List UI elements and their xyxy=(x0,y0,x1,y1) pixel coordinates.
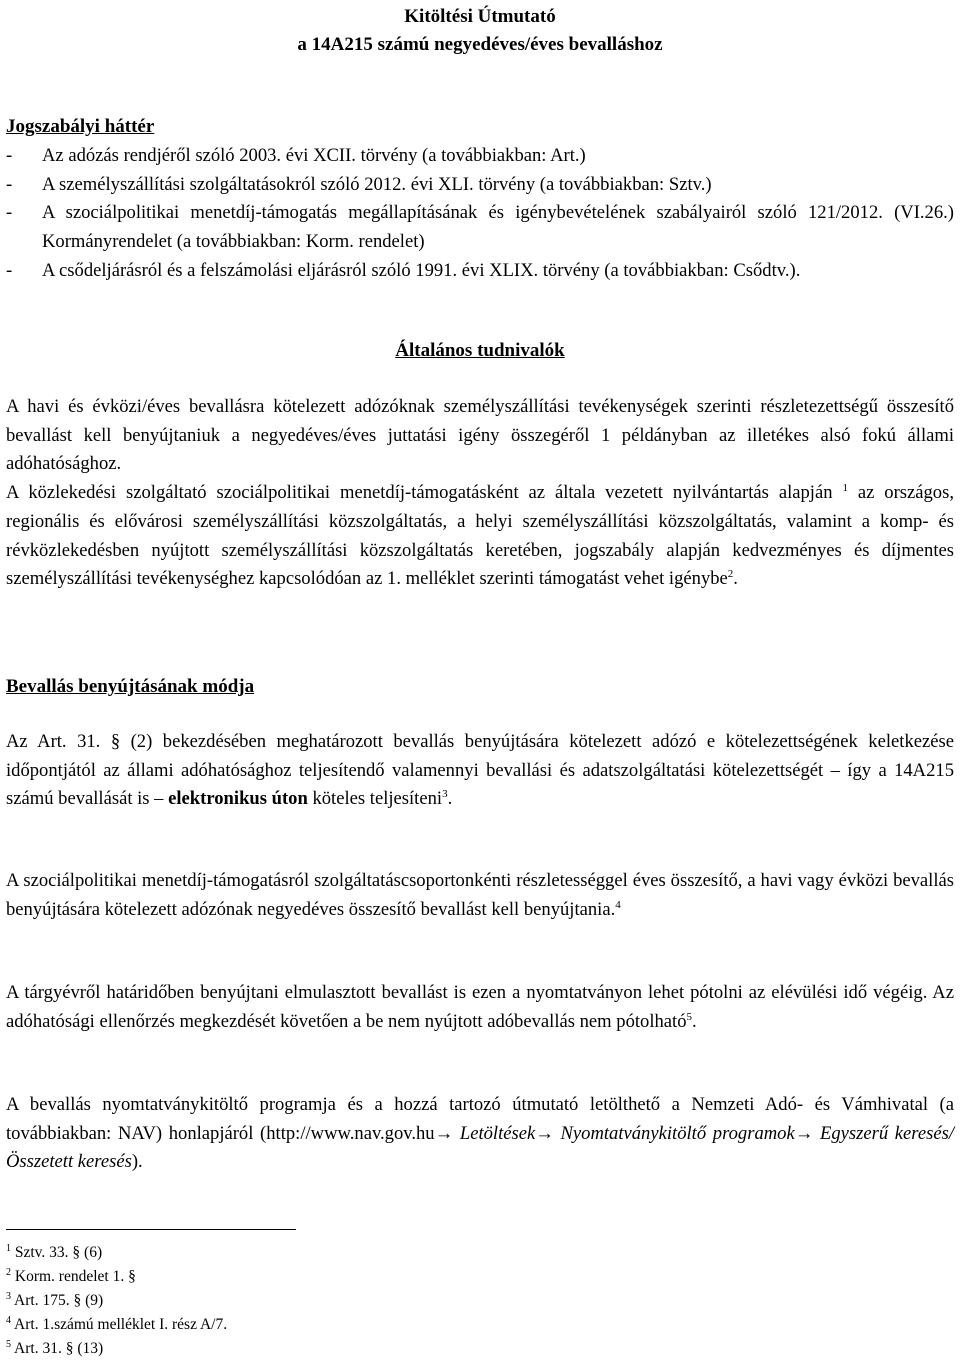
nav-path-downloads: Letöltések xyxy=(453,1122,536,1144)
footnote-ref: 5 xyxy=(686,1010,693,1023)
legal-background-list xyxy=(6,142,954,286)
submission-paragraph-3: A tárgyévről határidőben benyújtani elmulasztott bevallást is ezen a nyomtatványon lehet pótolni az elévülési idő végéig. Az adóhatósági ellenőrzés megkezdését követően a be nem nyújtott adóbevallás nem pótolható$^5$. xyxy=(6,982,954,1032)
list-item: - Az adózás rendjéről szóló 2003. évi XCII. törvény (a továbbiakban: Art.) xyxy=(6,145,586,166)
list-item: - A szociálpolitikai menetdíj-támogatás megállapításának és igénybevételének szabályairól szóló 121/2012. (VI.26.) Kormányrendelet (a továbbiakban: Korm. rendelet) xyxy=(6,202,954,253)
list-item: - A csődeljárásról és a felszámolási eljárásról szóló 1991. évi XLIX. törvény (a továbbiakban: Csődtv.). xyxy=(6,259,801,281)
footnote-divider xyxy=(6,1229,296,1230)
general-info-section xyxy=(6,393,954,594)
emphasis-text: elektronikus úton xyxy=(168,788,308,810)
footnotes xyxy=(6,1241,227,1361)
nav-path-search: Egyszerű keresés/Összetett keresés xyxy=(6,1122,954,1173)
legal-background-heading: Jogszabályi háttér xyxy=(6,116,155,137)
footnote-ref: 4 xyxy=(615,898,621,911)
general-paragraph-2: A közlekedési szolgáltató szociálpolitikai menetdíj-támogatásként az általa vezetett nyilvántartás alapján $^1$ az országos, regionális és elővárosi személyszállítási közszolgáltatás, a helyi személyszállítási közszolgáltatás, valamint a komp- és révközlekedésben nyújtott személyszállítási közszolgáltatás keretében, jogszabály alapján kedvezményes és díjmentes személyszállítási tevékenységhez kapcsolódóan az 1. melléklet szerinti támogatást vehet igénybe$^2$. xyxy=(6,482,954,590)
footnote-ref: 1 xyxy=(842,482,848,495)
list-item: - A személyszállítási szolgáltatásokról szóló 2012. évi XLI. törvény (a továbbiakban: Sztv.) xyxy=(6,173,712,195)
footnote: $^1$ Sztv. 33. § (6) xyxy=(6,1243,103,1261)
submission-heading: Bevallás benyújtásának módja xyxy=(6,676,255,697)
submission-paragraph-1: Az Art. 31. § (2) bekezdésében meghatározott bevallás benyújtására kötelezett adózó e kötelezettségének keletkezése időpontjától az állami adóhatósághoz teljesítendő valamennyi bevallási és adatszolgáltatási kötelezettségét – így a 14A215 számú bevallását is – elektronikus úton köteles teljesíteni$^3$. xyxy=(6,731,954,810)
footnote-ref: 2 xyxy=(727,568,734,581)
footnote: $^5$ Art. 31. § (13) xyxy=(6,1339,104,1357)
document-subtitle: a 14A215 számú negyedéves/éves bevalláshoz xyxy=(297,34,663,55)
footnote: $^2$ Korm. rendelet 1. § xyxy=(6,1267,136,1285)
arrow-icon: → xyxy=(434,1122,454,1144)
footnote-ref: 3 xyxy=(442,788,448,801)
general-info-heading: Általános tudnivalók xyxy=(395,340,565,361)
nav-path-programs: Nyomtatványkitöltő programok xyxy=(553,1122,795,1144)
submission-paragraph-2: A szociálpolitikai menetdíj-támogatásról szolgáltatáscsoportonkénti részletességgel éves összesítő, a havi vagy évközi bevallás benyújtására kötelezett adózónak negyedéves összesítő bevallást kell benyújtania.$^4$ xyxy=(6,870,954,920)
footnote: $^4$ Art. 1.számú melléklet I. rész A/7. xyxy=(6,1315,228,1333)
arrow-icon: → xyxy=(794,1122,814,1144)
submission-paragraph-4: A bevallás nyomtatványkitöltő programja és a hozzá tartozó útmutató letölthető a Nemzeti Adó- és Vámhivatal (a továbbiakban: NAV) honlapjáról (http://www.nav.gov.hu→ Letöltések→ Nyomtatványkitöltő programok→ Egyszerű keresés/Összetett keresés). xyxy=(6,1094,954,1173)
arrow-icon: → xyxy=(535,1122,554,1144)
general-paragraph-1: A havi és évközi/éves bevallásra kötelezett adózóknak személyszállítási tevékenységek szerinti részletezettségű összesítő bevallást kell benyújtaniuk a negyedéves/éves juttatási igény összegéről 1 példányban az illetékes alsó fokú állami adóhatósághoz. xyxy=(6,396,954,475)
footnote: $^3$ Art. 175. § (9) xyxy=(6,1291,104,1309)
document-title: Kitöltési Útmutató xyxy=(404,6,556,27)
